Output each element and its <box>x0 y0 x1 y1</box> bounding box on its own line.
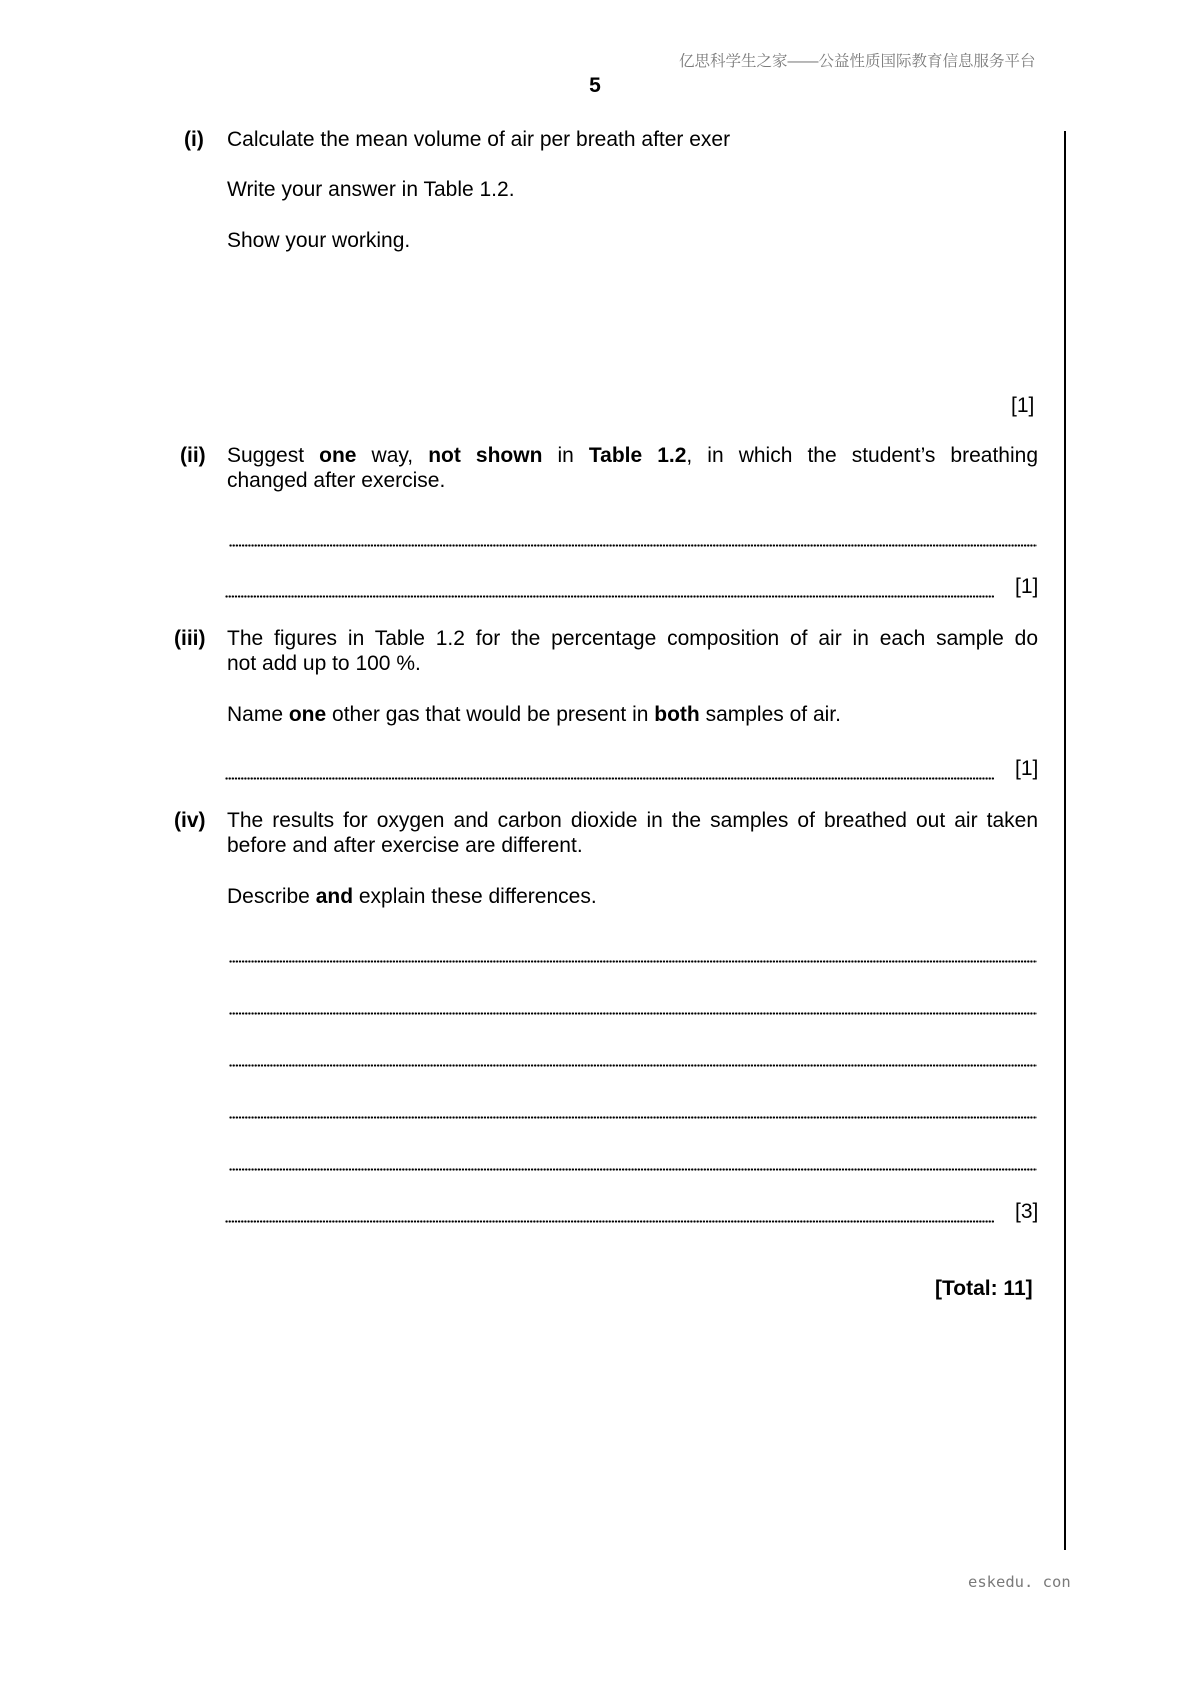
question-iv-instruction: Describe and explain these differences. <box>227 885 597 908</box>
question-ii-mark: [1] <box>1015 575 1039 598</box>
question-ii-text-line2: changed after exercise. <box>227 469 446 492</box>
answer-line[interactable] <box>229 1012 1037 1015</box>
question-i-text: Calculate the mean volume of air per breath after exer <box>227 128 731 151</box>
answer-line[interactable] <box>229 1116 1037 1119</box>
page-number: 5 <box>589 74 601 97</box>
answer-line[interactable] <box>229 1064 1037 1067</box>
question-iv-label: (iv) <box>174 809 206 832</box>
margin-rule <box>1064 131 1066 1550</box>
question-iii-label: (iii) <box>174 627 206 650</box>
question-iv-text-line2: before and after exercise are different. <box>227 834 583 857</box>
question-iii-instruction: Name one other gas that would be present in both samples of air. <box>227 703 841 726</box>
header-watermark: 亿思科学生之家——公益性质国际教育信息服务平台 <box>679 53 1036 70</box>
answer-line[interactable] <box>229 544 1037 547</box>
question-iii-mark: [1] <box>1015 757 1039 780</box>
question-i-label: (i) <box>184 128 204 151</box>
answer-line[interactable] <box>229 960 1037 963</box>
total-marks: [Total: 11] <box>935 1277 1033 1300</box>
question-iii-text-line2: not add up to 100 %. <box>227 652 421 675</box>
answer-line[interactable] <box>225 595 994 598</box>
answer-line[interactable] <box>229 1168 1037 1171</box>
question-ii-label: (ii) <box>180 444 206 467</box>
footer-watermark: eskedu. con <box>968 1573 1071 1591</box>
question-iii-text: The figures in Table 1.2 for the percentage composition of air in each sample do <box>227 627 1038 650</box>
answer-line[interactable] <box>225 1220 994 1223</box>
question-ii-text: Suggest one way, not shown in Table 1.2, in which the student’s breathing <box>227 444 1038 467</box>
question-i-instruction: Write your answer in Table 1.2. <box>227 178 515 201</box>
answer-line[interactable] <box>225 777 994 780</box>
question-iv-text: The results for oxygen and carbon dioxide in the samples of breathed out air taken <box>227 809 1038 832</box>
question-i-mark: [1] <box>1011 394 1035 417</box>
question-iv-mark: [3] <box>1015 1200 1039 1223</box>
question-i-working: Show your working. <box>227 229 411 252</box>
